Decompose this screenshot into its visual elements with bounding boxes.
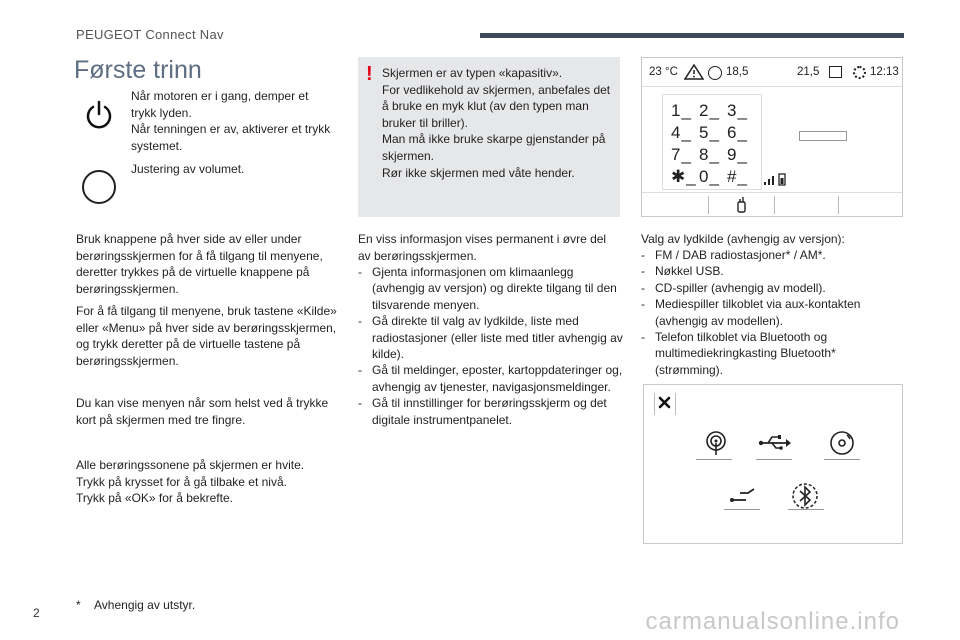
aux-icon[interactable] (728, 485, 758, 507)
toolbar-separator (708, 196, 709, 214)
keypad-key[interactable]: 7_ (671, 145, 692, 164)
usb-underline (756, 459, 792, 460)
paragraph-three-fingers: Du kan vise menyen når som helst ved å trykke kort på skjermen med tre fingre. (76, 396, 329, 427)
list-item: - Telefon tilkoblet via Bluetooth og multimediekringkasting Bluetooth* (strømming). (641, 329, 903, 378)
list-item: - FM / DAB radiostasjoner* / AM*. (641, 247, 903, 263)
cd-underline (824, 459, 860, 460)
radio-underline (696, 459, 732, 460)
page-title: Første trinn (74, 56, 202, 84)
bluetooth-icon[interactable] (790, 481, 820, 511)
number-display (799, 131, 847, 141)
screen-status-keypad (641, 57, 903, 217)
radio-icon[interactable] (699, 429, 733, 457)
paragraph-touch-zones: Alle berøringssonene på skjermen er hvite. Trykk på krysset for å gå tilbake et nivå. Trykk på «OK» for å bekrefte. (76, 458, 305, 506)
power-icon (84, 99, 114, 131)
temperature-left[interactable]: 23 °C (649, 66, 678, 78)
volume-description: Justering av volumet. (131, 162, 245, 176)
source-intro: Valg av lydkilde (avhengig av versjon): (641, 232, 845, 246)
close-icon[interactable] (654, 393, 676, 415)
list-item: - CD-spiller (avhengig av modell). (641, 280, 903, 296)
clock: 12:13 (870, 66, 899, 78)
keypad-key[interactable]: #_ (727, 167, 748, 186)
toolbar-separator (774, 196, 775, 214)
footnote-mark: * (76, 598, 81, 612)
paragraph-keys: For å få tilgang til menyene, bruk tastene «Kilde» eller «Menu» på hver side av berøringsskjermen, og trykk deretter på de virtuelle tastene på berøringsskjermen. (76, 304, 337, 368)
info-intro: En viss informasjon vises permanent i øvre del av berøringsskjermen. (358, 232, 607, 263)
phone-icon[interactable] (734, 197, 750, 218)
keypad-key[interactable]: 4_ (671, 123, 692, 142)
paragraph-menus: Bruk knappene på hver side av eller under berøringsskjermen for å få tilgang til menyene, deretter trykkes på de virtuelle knappene på berøringsskjermen. (76, 232, 323, 296)
radio-icon[interactable] (708, 66, 722, 80)
list-item: - Gjenta informasjonen om klimaanlegg (avhengig av versjon) og direkte tilgang til den tilsvarende menyen. (358, 264, 623, 313)
warning-icon (684, 64, 704, 85)
watermark: carmanualsonline.info (645, 608, 900, 635)
status-divider (642, 86, 902, 87)
power-description: Når motoren er i gang, demper et trykk lyden. Når tenningen er av, aktiverer et trykk systemet. (131, 89, 331, 153)
footnote (76, 598, 195, 612)
list-item: - Gå direkte til valg av lydkilde, liste med radiostasjoner (eller liste med titler avhengig av kilde). (358, 313, 623, 362)
info-list (358, 264, 623, 428)
keypad-key[interactable]: 3_ (727, 101, 748, 120)
list-item: - Gå til innstillinger for berøringsskjerm og det digitale instrumentpanelet. (358, 395, 623, 428)
footnote-text: Avhengig av utstyr. (94, 598, 196, 612)
list-item: - Nøkkel USB. (641, 263, 903, 279)
warning-icon: ! (366, 63, 373, 85)
keypad-key[interactable]: 8_ (699, 145, 720, 164)
messages-icon[interactable] (829, 66, 842, 78)
header-bar (480, 33, 904, 38)
usb-icon[interactable] (758, 433, 792, 453)
keypad-key[interactable]: 9_ (727, 145, 748, 164)
settings-icon[interactable] (853, 66, 866, 79)
page-number: 2 (33, 606, 40, 620)
keypad-key[interactable]: ✱_ (671, 167, 697, 186)
signal-icon (764, 172, 794, 191)
warning-text: Skjermen er av typen «kapasitiv». For vedlikehold av skjermen, anbefales det å bruke en myk klut (av den typen man bruker til briller). Man må ikke bruke skarpe gjenstander på skjermen. Rør ikke skjermen med våte hender. (382, 66, 611, 180)
warning-box (358, 57, 620, 217)
radio-frequency[interactable]: 18,5 (726, 66, 749, 78)
source-list (641, 247, 903, 378)
keypad-key[interactable]: 0_ (699, 167, 720, 186)
toolbar-divider (642, 192, 902, 193)
header-title: PEUGEOT Connect Nav (76, 27, 224, 42)
volume-knob-icon (82, 170, 116, 204)
keypad-key[interactable]: 1_ (671, 101, 692, 120)
list-item: - Mediespiller tilkoblet via aux-kontakten (avhengig av modellen). (641, 296, 903, 329)
bluetooth-underline (788, 509, 824, 510)
aux-underline (724, 509, 760, 510)
keypad-key[interactable]: 2_ (699, 101, 720, 120)
temperature-right[interactable]: 21,5 (797, 66, 820, 78)
toolbar-separator (838, 196, 839, 214)
keypad (662, 94, 762, 190)
keypad-key[interactable]: 6_ (727, 123, 748, 142)
list-item: - Gå til meldinger, eposter, kartoppdateringer og, avhengig av tjenester, navigasjonsmeldinger. (358, 362, 623, 395)
keypad-key[interactable]: 5_ (699, 123, 720, 142)
cd-icon[interactable] (828, 429, 856, 457)
screen-source-select (643, 384, 903, 544)
